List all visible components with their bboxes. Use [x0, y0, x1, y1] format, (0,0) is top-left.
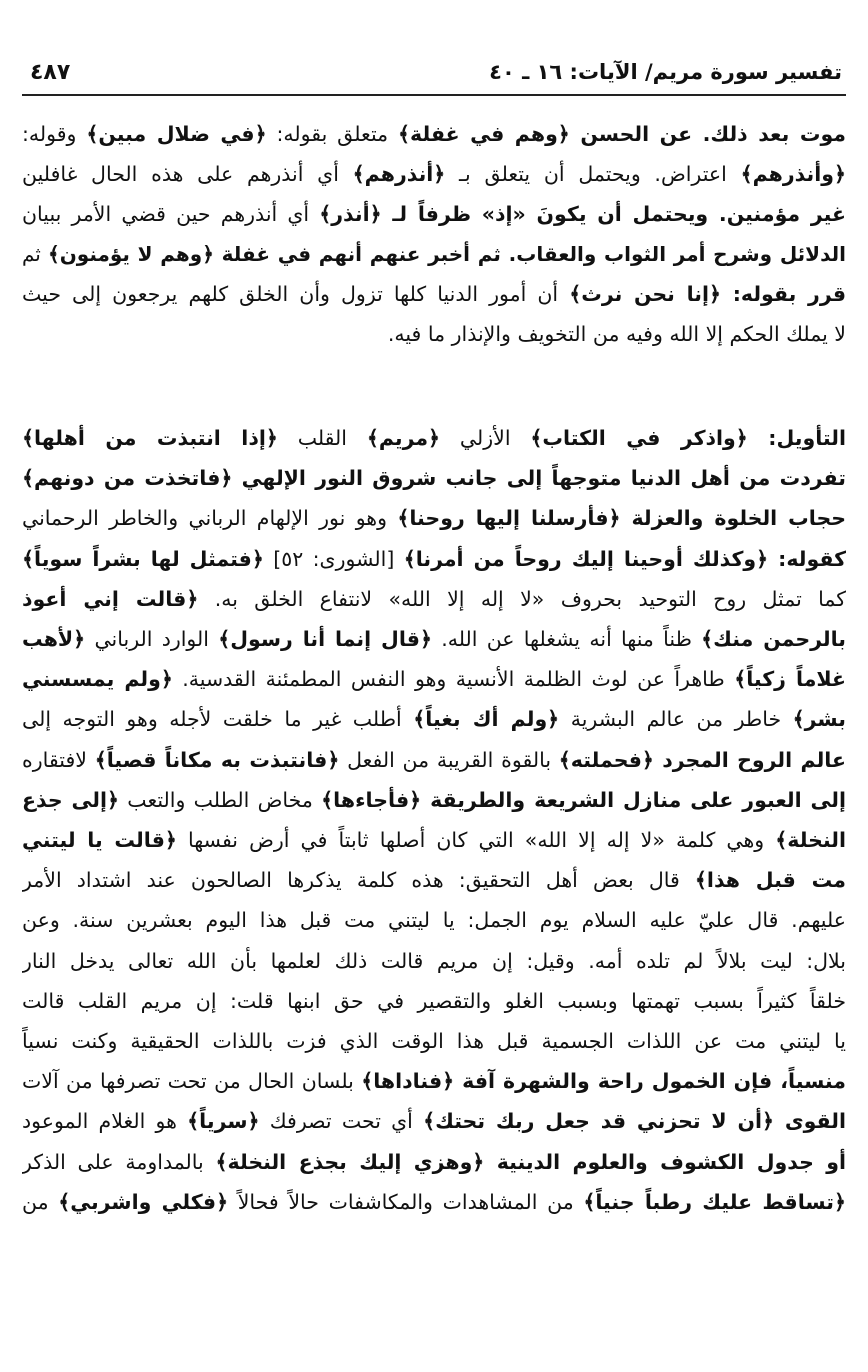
- page-number: ٤٨٧: [30, 60, 71, 85]
- text-line: مت قبل هذا﴾ قال بعض أهل التحقيق: هذه كلمة يذكرها الصالحون عند اشتداد الأمر: [22, 868, 846, 893]
- quran-quote: موت بعد ذلك. عن الحسن ﴿وهم في غفلة﴾: [398, 122, 846, 146]
- quran-quote: ﴿ولم أك بغياً﴾: [413, 707, 560, 732]
- text-line: إلى العبور على منازل الشريعة والطريقة ﴿فأجاءها﴾ مخاض الطلب والتعب ﴿إلى جذع: [22, 787, 846, 812]
- text-line: قرر بقوله: ﴿إنا نحن نرث﴾ أن أمور الدنيا كلها تزول وأن الخلق كلهم يرجعون إلى حيث: [22, 282, 846, 306]
- text-line: بالرحمن منك﴾ ظناً منها أنه يشغلها عن الله. ﴿قال إنما أنا رسول﴾ الوارد الرباني ﴿لأهب: [22, 627, 846, 652]
- quran-quote: الدلائل وشرح أمر الثواب والعقاب. ثم أخبر عنهم أنهم في غفلة ﴿وهم لا يؤمنون﴾: [47, 242, 846, 266]
- quran-quote: ﴿مريم﴾: [366, 426, 441, 450]
- text-line: القوى ﴿أن لا تحزني قد جعل ربك تحتك﴾ أي تحت تصرفك ﴿سرياً﴾ هو الغلام الموعود: [22, 1109, 846, 1134]
- quran-quote: ﴿تساقط عليك رطباً جنياً﴾: [583, 1189, 846, 1214]
- running-head: تفسير سورة مريم/ الآيات: ١٦ ـ ٤٠: [489, 60, 842, 84]
- quran-quote: القوى ﴿أن لا تحزني قد جعل ربك تحتك﴾: [423, 1109, 846, 1134]
- text-line: حجاب الخلوة والعزلة ﴿فأرسلنا إليها روحنا﴾ وهو نور الإلهام الرباني والخاطر الرحماني: [22, 506, 846, 531]
- quran-quote: كقوله: ﴿وكذلك أوحينا إليك روحاً من أمرنا﴾: [403, 546, 846, 571]
- tawil-paragraph: [22, 418, 846, 1222]
- text-line: غلاماً زكياً﴾ طاهراً عن لوث الظلمة الأنسية وهو النفس المطمئنة القدسية. ﴿ولم يمسسني: [22, 667, 846, 692]
- quran-quote: تفردت من أهل الدنيا متوجهاً إلى جانب شروق النور الإلهي ﴿فاتخذت من دونهم﴾: [22, 466, 846, 491]
- text-line: ﴿تساقط عليك رطباً جنياً﴾ من المشاهدات والمكاشفات حالاً فحالاً ﴿فكلي واشربي﴾ من: [22, 1189, 846, 1214]
- quran-quote: منسياً، فإن الخمول راحة والشهرة آفة ﴿فناداها﴾: [361, 1069, 846, 1094]
- text-line: عالم الروح المجرد ﴿فحملته﴾ بالقوة القريبة من الفعل ﴿فانتبذت به مكاناً قصياً﴾ لافتقاره: [22, 747, 846, 772]
- quran-quote: بالرحمن منك﴾: [701, 627, 846, 652]
- quran-quote: عالم الروح المجرد ﴿فحملته﴾: [558, 747, 846, 772]
- quran-quote: إلى العبور على منازل الشريعة والطريقة ﴿فأجاءها﴾: [321, 787, 846, 812]
- quran-quote: ﴿أنذرهم﴾: [352, 162, 446, 186]
- quran-quote: ﴿فكلي واشربي﴾: [58, 1189, 229, 1214]
- quran-quote: حجاب الخلوة والعزلة ﴿فأرسلنا إليها روحنا﴾: [397, 506, 846, 531]
- quran-quote: التأويل: ﴿واذكر في الكتاب﴾: [530, 426, 846, 450]
- text-line: لا يملك الحكم إلا الله وفيه من التخويف والإنذار ما فيه.: [387, 322, 846, 346]
- quran-quote: ﴿فتمثل لها بشراً سوياً﴾: [22, 546, 264, 571]
- text-line: غير مؤمنين. ويحتمل أن يكونَ «إذ» ظرفاً لـ ﴿أنذر﴾ أي أنذرهم حين قضي الأمر ببيان: [22, 202, 846, 226]
- text-line: ﴿وأنذرهم﴾ اعتراض. ويحتمل أن يتعلق بـ ﴿أنذرهم﴾ أي أنذرهم على هذه الحال غافلين: [22, 162, 846, 186]
- text-line: موت بعد ذلك. عن الحسن ﴿وهم في غفلة﴾ متعلق بقوله: ﴿في ضلال مبين﴾ وقوله:: [22, 122, 846, 146]
- text-line: منسياً، فإن الخمول راحة والشهرة آفة ﴿فناداها﴾ بلسان الحال من تحت تصرفها من آلات: [22, 1069, 846, 1094]
- quran-quote: قرر بقوله: ﴿إنا نحن نرث﴾: [569, 282, 846, 306]
- text-line: خلقاً كثيراً بسبب تهمتها وبسبب الغلو والتقصير في حق ابنها قلت: إن مريم القلب قالت: [22, 988, 846, 1013]
- quran-quote: ﴿قالت إني أعوذ: [22, 586, 199, 611]
- quran-quote: ﴿قالت يا ليتني: [22, 828, 177, 853]
- quran-quote: ﴿سرياً﴾: [187, 1109, 260, 1134]
- quran-quote: ﴿في ضلال مبين﴾: [86, 122, 267, 146]
- text-line: بشر﴾ خاطر من عالم البشرية ﴿ولم أك بغياً﴾ أطلب غير ما خلقت لأجله وهو التوجه إلى: [22, 707, 846, 732]
- quran-quote: أو جدول الكشوف والعلوم الدينية ﴿وهزي إليك بجذع النخلة﴾: [215, 1149, 846, 1174]
- quran-quote: ﴿فانتبذت به مكاناً قصياً﴾: [94, 747, 340, 772]
- quran-quote: النخلة﴾: [775, 828, 846, 853]
- text-line: أو جدول الكشوف والعلوم الدينية ﴿وهزي إليك بجذع النخلة﴾ بالمداومة على الذكر: [22, 1149, 846, 1174]
- quran-quote: ﴿وأنذرهم﴾: [740, 162, 846, 186]
- text-line: التأويل: ﴿واذكر في الكتاب﴾ الأزلي ﴿مريم﴾ القلب ﴿إذا انتبذت من أهلها﴾: [22, 426, 846, 450]
- text-line: كما تمثل روح التوحيد بحروف «لا إله إلا الله» لانتفاع الخلق به. ﴿قالت إني أعوذ: [22, 586, 846, 611]
- quran-quote: ﴿ولم يمسسني: [22, 667, 173, 692]
- quran-quote: ﴿إلى جذع: [22, 787, 120, 812]
- text-line: [22, 458, 846, 498]
- commentary-paragraph: [22, 114, 846, 354]
- quran-quote: ﴿لأهب: [22, 627, 86, 652]
- quran-quote: غير مؤمنين. ويحتمل أن يكونَ «إذ» ظرفاً لـ ﴿أنذر﴾: [319, 202, 846, 226]
- text-line: الدلائل وشرح أمر الثواب والعقاب. ثم أخبر عنهم أنهم في غفلة ﴿وهم لا يؤمنون﴾ ثم: [22, 242, 846, 266]
- quran-quote: غلاماً زكياً﴾: [734, 667, 846, 692]
- text-line: كقوله: ﴿وكذلك أوحينا إليك روحاً من أمرنا﴾ [الشورى: ٥٢] ﴿فتمثل لها بشراً سوياً﴾: [22, 546, 846, 571]
- text-line: بلال: ليت بلالاً لم تلده أمه. وقيل: إن مريم قالت ذلك لعلمها بأن الله تعالى يدخل النار: [22, 948, 846, 973]
- text-line: يا ليتني مت عن اللذات الجسمية قبل هذا الوقت الذي فزت باللذات الحقيقية وكنت نسياً: [22, 1029, 846, 1054]
- page-header: [22, 58, 846, 96]
- text-line: عليهم. قال عليّ عليه السلام يوم الجمل: يا ليتني مت قبل هذا اليوم بعشرين سنة. وعن: [22, 908, 846, 933]
- quran-quote: مت قبل هذا﴾: [694, 868, 846, 893]
- quran-quote: بشر﴾: [792, 707, 846, 732]
- quran-quote: ﴿قال إنما أنا رسول﴾: [218, 627, 432, 652]
- quran-quote: ﴿إذا انتبذت من أهلها﴾: [22, 426, 278, 450]
- text-line: النخلة﴾ وهي كلمة «لا إله إلا الله» التي كان أصلها ثابتاً في أرض نفسها ﴿قالت يا ليتني: [22, 828, 846, 853]
